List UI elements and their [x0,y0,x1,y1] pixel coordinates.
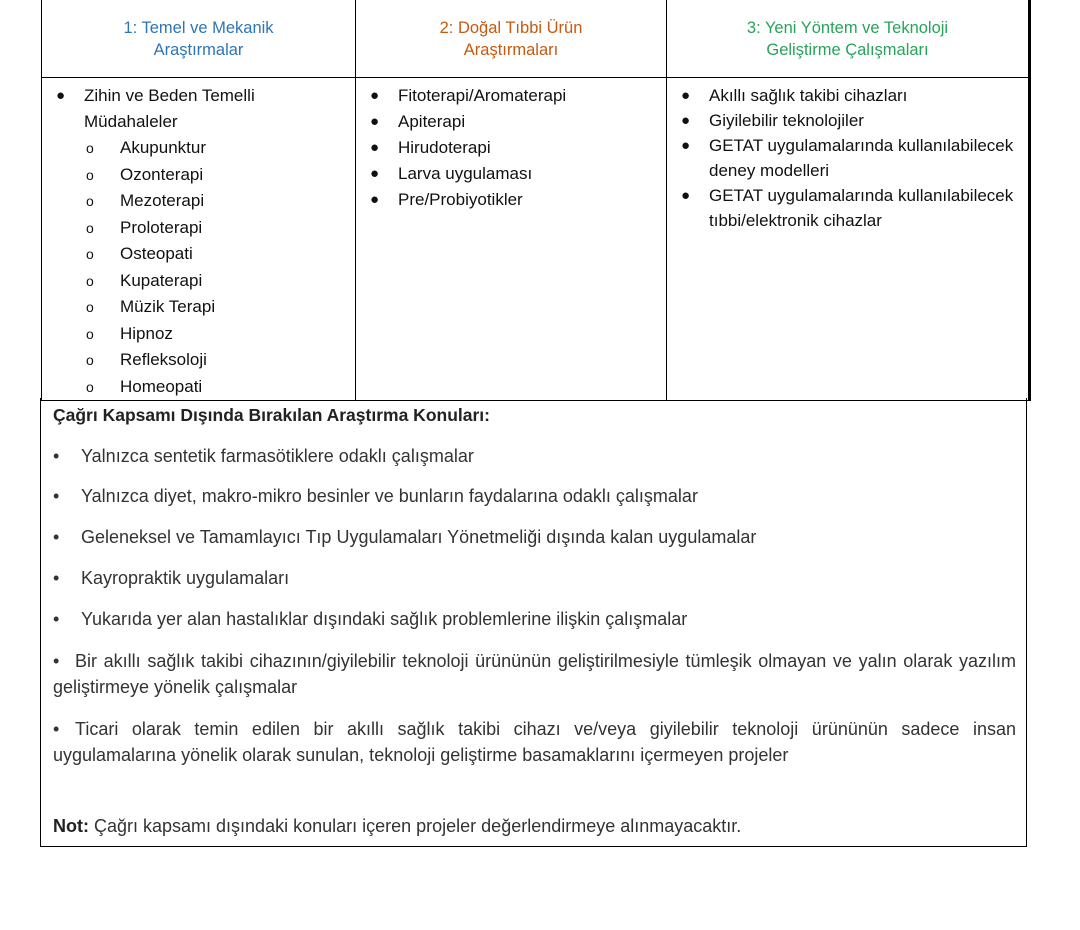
new-technology-list [667,78,1028,233]
list-item: ● Apiterapi [356,109,666,135]
header-new-technology: 3: Yeni Yöntem ve Teknoloji Geliştirme Çalışmaları [746,18,949,59]
research-topics-table [41,0,1031,401]
bullet-icon: ● [370,113,380,130]
bullet-icon: ● [56,87,66,104]
excluded-topics-title: Çağrı Kapsamı Dışında Bırakılan Araştırma Konuları: [53,405,490,425]
hollow-bullet-icon: o [86,246,94,262]
list-item: ● Akıllı sağlık takibi cihazları [667,83,1028,108]
hollow-bullet-icon: o [86,378,94,395]
bullet-icon: ● [370,191,380,208]
column-basic-mechanistic [42,78,356,401]
bullet-icon: ● [370,165,380,182]
list-item: ● Fitoterapi/Aromaterapi [356,83,666,109]
bullet-icon: • [53,651,60,671]
bullet-icon: ● [370,87,380,104]
excluded-item: • Yukarıda yer alan hastalıklar dışındaki sağlık problemlerine ilişkin çalışmalar [53,606,1016,632]
bullet-icon: • [53,719,60,739]
excluded-item: • Bir akıllı sağlık takibi cihazının/giyilebilir teknoloji ürününün geliştirilmesiyle tümleşik olmayan ve yalın olarak yazılım geliştirmeye yönelik çalışmalar [53,648,1016,700]
list-item: ● Larva uygulaması [356,161,666,187]
natural-product-list [356,78,666,213]
table-body-row [42,78,1030,401]
bullet-icon: • [53,609,60,629]
list-item: ● Pre/Probiyotikler [356,187,666,213]
sub-list-item: o Refleksoloji [42,347,351,374]
basic-mechanistic-list [42,78,355,400]
excluded-topics-box [40,398,1027,847]
bullet-icon: • [53,486,60,506]
bullet-icon: ● [681,137,691,154]
hollow-bullet-icon: o [86,219,94,236]
header-cell-natural-product [356,0,667,78]
column-natural-product [356,78,667,401]
list-item: ● GETAT uygulamalarında kullanılabilecek tıbbi/elektronik cihazlar [667,183,1028,233]
table-header-row [42,0,1030,78]
bullet-icon: ● [370,139,380,156]
note-label: Not: [53,816,89,836]
header-basic-mechanistic: 1: Temel ve Mekanik Araştırmalar [123,18,274,59]
hollow-bullet-icon: o [86,193,94,209]
header-natural-product: 2: Doğal Tıbbi Ürün Araştırmaları [439,18,583,59]
header-cell-basic-mechanistic [42,0,356,78]
list-item: ● GETAT uygulamalarında kullanılabilecek deney modelleri [667,133,1028,183]
hollow-bullet-icon: o [86,272,94,289]
list-item: ● Hirudoterapi [356,135,666,161]
hollow-bullet-icon: o [86,299,94,315]
bullet-icon: • [53,527,60,547]
header-cell-new-technology [667,0,1030,78]
excluded-item: • Geleneksel ve Tamamlayıcı Tıp Uygulamaları Yönetmeliği dışında kalan uygulamalar [53,524,1016,550]
list-item: ● Giyilebilir teknolojiler [667,108,1028,133]
bullet-icon: • [53,446,60,466]
hollow-bullet-icon: o [86,140,94,156]
hollow-bullet-icon: o [86,325,94,342]
note [53,816,741,837]
bullet-icon: • [53,568,60,588]
sub-list-item: o Müzik Terapi [42,294,351,321]
sub-list-item: o Kupaterapi [42,268,351,295]
bullet-icon: ● [681,112,691,129]
excluded-item: • Yalnızca diyet, makro-mikro besinler ve bunların faydalarına odaklı çalışmalar [53,483,1016,509]
sub-list-item: o Hipnoz [42,321,351,348]
sub-list-item: o Ozonterapi [42,162,351,189]
excluded-item: • Yalnızca sentetik farmasötiklere odaklı çalışmalar [53,443,1016,469]
note-text: Çağrı kapsamı dışındaki konuları içeren projeler değerlendirmeye alınmayacaktır. [88,816,742,836]
excluded-item: • Kayropraktik uygulamaları [53,565,1016,591]
sub-list-item: o Homeopati [42,374,351,401]
bullet-icon: ● [681,187,691,204]
sub-list-item: o Mezoterapi [42,188,351,215]
hollow-bullet-icon: o [86,352,94,368]
sub-list-item: o Proloterapi [42,215,351,242]
list-item: ● Zihin ve Beden Temelli Müdahaleler o Akupunktur o Ozonterapi o Mezoterapi o Proloterapi o Osteopati o Kupaterapi o Müzik Terapi o Hipnoz o Refleksoloji o Homeopati [42,83,355,400]
bullet-icon: ● [681,87,691,104]
hollow-bullet-icon: o [86,166,94,183]
excluded-item: • Ticari olarak temin edilen bir akıllı sağlık takibi cihazı ve/veya giyilebilir teknoloji ürününün sadece insan uygulamalarına yönelik olarak sunulan, teknoloji geliştirme basamaklarını içermeyen projeler [53,716,1016,768]
mind-body-sublist [84,135,351,400]
sub-list-item: o Akupunktur [42,135,351,162]
column-new-technology [667,78,1030,401]
sub-list-item: o Osteopati [42,241,351,268]
